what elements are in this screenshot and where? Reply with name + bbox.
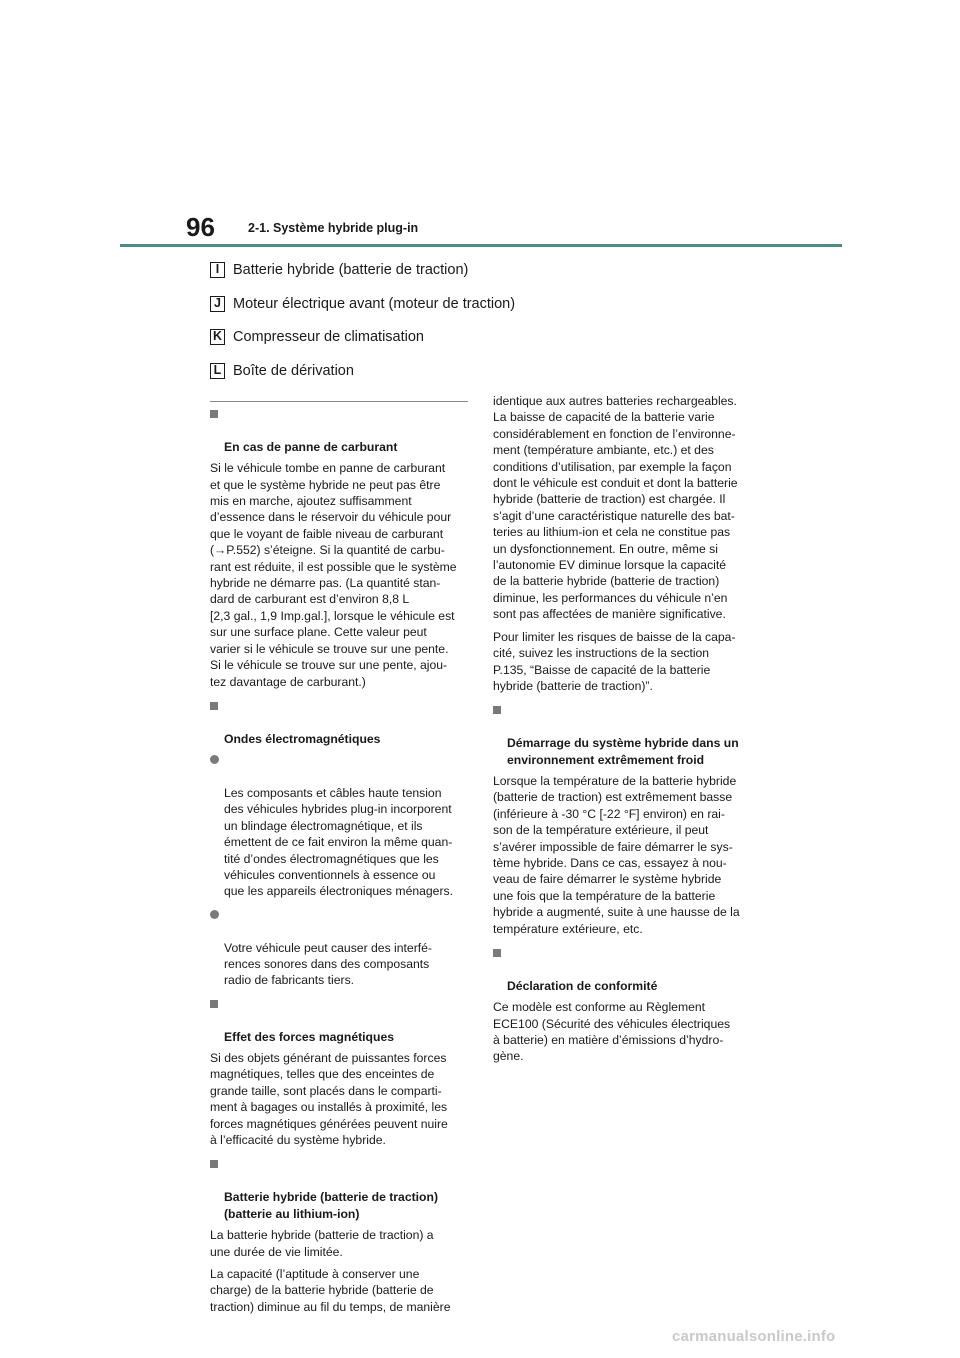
round-bullet-icon (210, 910, 219, 919)
section-heading (493, 702, 753, 768)
watermark: carmanualsonline.info (672, 1328, 836, 1345)
section-heading (210, 406, 470, 455)
left-column (210, 406, 470, 1321)
round-bullet-icon (210, 755, 219, 764)
section-heading (210, 1156, 470, 1222)
section-heading (210, 996, 470, 1045)
square-bullet-icon (210, 1000, 218, 1008)
paragraph: Pour limiter les risques de baisse de la capa- cité, suivez les instructions de la section P.135, “Baisse de capacité de la batterie hybride (batterie de traction)”. (493, 629, 736, 693)
page-number: 96 (186, 212, 215, 242)
bullet-text: Les composants et câbles haute tension des véhicules hybrides plug-in incorporent un blindage électromagnétique, et ils émettent de ce fait environ la même quan- tité d’ondes électromagnétiques que les véhicules conventionnels à essence ou que les appareils électroniques ménagers. (224, 785, 453, 899)
square-bullet-icon (210, 1160, 218, 1168)
legend-label: Boîte de dérivation (233, 362, 354, 379)
section-title: 2-1. Système hybride plug-in (248, 221, 419, 235)
paragraph: La batterie hybride (batterie de traction) a une durée de vie limitée. (210, 1228, 434, 1259)
column-rule (210, 401, 468, 402)
heading-text: Démarrage du système hybride dans un environnement extrêmement froid (507, 736, 739, 767)
square-bullet-icon (493, 949, 501, 957)
paragraph: Si le véhicule tombe en panne de carburant et que le système hybride ne peut pas être mis en marche, ajoutez suffisamment d’essence dans le réservoir du véhicule pour que le voyant de faible niveau de carburant (→P.552) s’éteigne. Si la quantité de carbu- rant est réduite, il est possible que le système hybride ne démarre pas. (La quantité stan- dard de carburant est d’environ 8,8 L [2,3 gal., 1,9 Imp.gal.], lorsque le véhicule est sur une surface plane. Cette valeur peut varier si le véhicule se trouve sur une pente. Si le véhicule se trouve sur une pente, ajou- tez davantage de carburant.) (210, 461, 457, 689)
legend-label: Batterie hybride (batterie de traction) (233, 262, 469, 278)
heading-text: Déclaration de conformité (507, 978, 658, 993)
section-heading (210, 698, 470, 747)
paragraph: identique aux autres batteries rechargeables. La baisse de capacité de la batterie varie considérablement en fonction de l’environne- ment (température ambiante, etc.) et des conditions d’utilisation, par exemple la façon dont le véhicule est conduit et dont la batterie hybride (batterie de traction) est chargée. Il s’agit d’une caractéristique naturelle des bat- teries au lithium-ion et cela ne constitue pas un dysfonctionnement. En outre, même si l’autonomie EV diminue lorsque la capacité de la batterie hybride (batterie de traction) diminue, les performances du véhicule n’en sont pas affectées de manière significative. (493, 394, 738, 622)
legend-badge: L (210, 363, 225, 379)
header-rule (120, 244, 842, 247)
heading-text: Batterie hybride (batterie de traction) (batterie au lithium-ion) (224, 1190, 439, 1221)
legend-label: Moteur électrique avant (moteur de traction) (233, 295, 516, 312)
paragraph: Lorsque la température de la batterie hybride (batterie de traction) est extrêmement basse (inférieure à -30 °C [-22 °F] environ) en rai- son de la température extérieure, il peut s’avérer impossible de faire démarrer le sys- tème hybride. Dans ce cas, essayez à nou- veau de faire démarrer le système hybride une fois que la température de la batterie hybride a augmenté, suite à une hausse de la température extérieure, etc. (493, 773, 740, 936)
heading-text: En cas de panne de carburant (224, 439, 398, 454)
legend-badge: K (210, 329, 225, 345)
heading-text: Effet des forces magnétiques (224, 1029, 394, 1044)
paragraph: Ce modèle est conforme au Règlement ECE100 (Sécurité des véhicules électriques à batterie) en matière d’émissions d’hydro- gène. (493, 1000, 731, 1064)
paragraph: Si des objets générant de puissantes forces magnétiques, telles que des enceintes de grande taille, sont placés dans le comparti- ment à bagages ou installés à proximité, les forces magnétiques générées peuvent nuire à l’efficacité du système hybride. (210, 1051, 448, 1148)
paragraph: La capacité (l’aptitude à conserver une charge) de la batterie hybride (batterie de traction) diminue au fil du temps, de manière (210, 1266, 451, 1314)
heading-text: Ondes électromagnétiques (224, 731, 381, 746)
square-bullet-icon (493, 706, 501, 714)
square-bullet-icon (210, 702, 218, 710)
section-heading (493, 945, 753, 994)
legend-label: Compresseur de climatisation (233, 329, 424, 345)
bullet-item (210, 752, 470, 900)
right-column (493, 393, 753, 1071)
legend-badge: J (210, 296, 225, 312)
bullet-text: Votre véhicule peut causer des interfé- rences sonores dans des composants radio de fabricants tiers. (224, 940, 432, 988)
square-bullet-icon (210, 410, 218, 418)
legend-badge: I (210, 262, 225, 278)
bullet-item (210, 907, 470, 989)
